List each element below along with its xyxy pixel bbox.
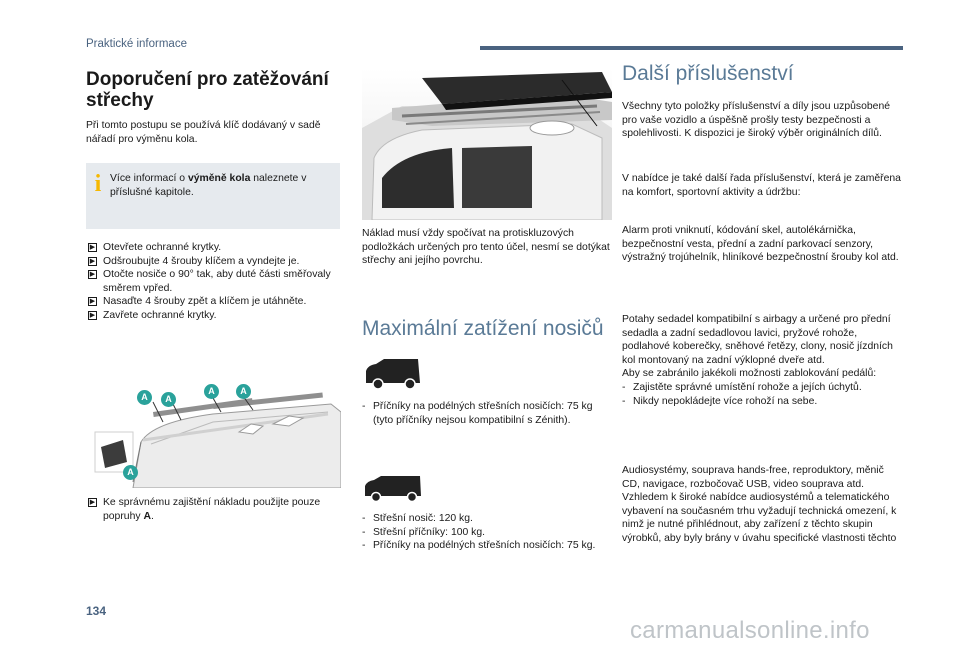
van-long-icon xyxy=(362,474,424,504)
page-title: Doporučení pro zatěžování střechy xyxy=(86,69,329,111)
paragraph-text: Audiosystémy, souprava hands-free, reproduktory, měnič CD, navigace, rozbočovač USB, video souprava atd. xyxy=(622,465,884,490)
van-short-icon xyxy=(362,357,424,393)
limit-item: - Příčníky na podélných střešních nosičích: 75 kg. xyxy=(362,539,608,553)
strap-badge: A xyxy=(123,465,138,480)
info-icon: i xyxy=(94,171,102,197)
photo-caption: Náklad musí vždy spočívat na protiskluzových podložkách určených pro tento účel, nesmí se dotýkat střechy ani jejího povrchu. xyxy=(362,228,610,267)
accessories-paragraph: Alarm proti vniknutí, kódování skel, autolékárnička, bezpečnostní vesta, přední a zadní parkovací senzory, výstražný trojúhelník, hliníkové bezpečnostní šrouby kol atd. xyxy=(622,225,899,264)
limit-item: - Příčníky na podélných střešních nosičích: 75 kg (tyto příčníky nejsou kompatibilní s Zénith). xyxy=(362,400,608,427)
final-step xyxy=(86,496,336,523)
van-roof-photo xyxy=(362,68,612,220)
accessories-paragraph xyxy=(622,464,902,546)
safety-item: - Nikdy nepokládejte více rohoží na sebe. xyxy=(622,395,902,409)
page-number: 134 xyxy=(86,604,107,618)
section-label: Praktické informace xyxy=(86,38,187,50)
roof-bars-diagram xyxy=(93,382,341,488)
strap-badge: A xyxy=(236,384,251,399)
paragraph-text: Vzhledem k široké nabídce audiosystémů a telematického vybavení na současném trhu vyžadují technická omezení, k nimž je nutné přihlédnout, aby zařízení z těchto skupin výrobků, aby byly brány v úvahu specifické vlastnosti těchto xyxy=(622,492,897,544)
vehicle1-limits xyxy=(362,400,608,427)
step-item: ▶ Otočte nosiče o 90° tak, aby duté části směřovaly směrem vpřed. xyxy=(86,268,344,295)
step-item: ▶ Ke správnému zajištění nákladu použijte pouze popruhy A. xyxy=(86,496,336,523)
strap-badge: A xyxy=(137,390,152,405)
step-item: ▶ Otevřete ochranné krytky. xyxy=(86,241,344,255)
header-accent-bar xyxy=(480,46,903,50)
accessories-paragraph xyxy=(622,313,902,408)
strap-badge: A xyxy=(204,384,219,399)
safety-item: - Zajistěte správné umístění rohože a jejích úchytů. xyxy=(622,381,902,395)
step-item: ▶ Odšroubujte 4 šrouby klíčem a vyndejte je. xyxy=(86,255,344,269)
info-box xyxy=(86,163,340,229)
limit-item: - Střešní nosič: 120 kg. xyxy=(362,512,608,526)
strap-badge: A xyxy=(161,392,176,407)
accessories-paragraph: Všechny tyto položky příslušenství a díly jsou uzpůsobené pro vaše vozidlo a úspěšně prošly testy bezpečnosti a spolehlivosti. K dispozici je široký výběr originálních dílů. xyxy=(622,101,890,140)
paragraph-text: Potahy sedadel kompatibilní s airbagy a určené pro přední sedadla a zadní sedadlovou lavici, pryžové rohože, podlahové koberečky, sněhové řetězy, clony, nosič jízdních kol montovaný na zadní výklopné dveře atd. xyxy=(622,314,893,366)
pedal-safety-list xyxy=(622,381,902,408)
watermark: carmanualsonline.info xyxy=(630,617,870,644)
intro-text: Při tomto postupu se používá klíč dodávaný v sadě nářadí pro výměnu kola. xyxy=(86,120,321,145)
step-item: ▶ Nasaďte 4 šrouby zpět a klíčem je utáhněte. xyxy=(86,295,344,309)
info-text: Více informací o výměně kola naleznete v příslušné kapitole. xyxy=(110,173,307,198)
accessories-title: Další příslušenství xyxy=(622,62,794,85)
step-item: ▶ Zavřete ochranné krytky. xyxy=(86,309,344,323)
max-load-title: Maximální zatížení nosičů xyxy=(362,317,604,340)
paragraph-text: Aby se zabránilo jakékoli možnosti zablokování pedálů: xyxy=(622,368,877,380)
accessories-paragraph: V nabídce je také další řada příslušenství, která je zaměřena na komfort, sportovní aktivity a údržbu: xyxy=(622,173,901,198)
vehicle2-limits xyxy=(362,512,608,553)
limit-item: - Střešní příčníky: 100 kg. xyxy=(362,526,608,540)
roof-load-photo xyxy=(362,68,612,220)
steps-list xyxy=(86,241,344,323)
